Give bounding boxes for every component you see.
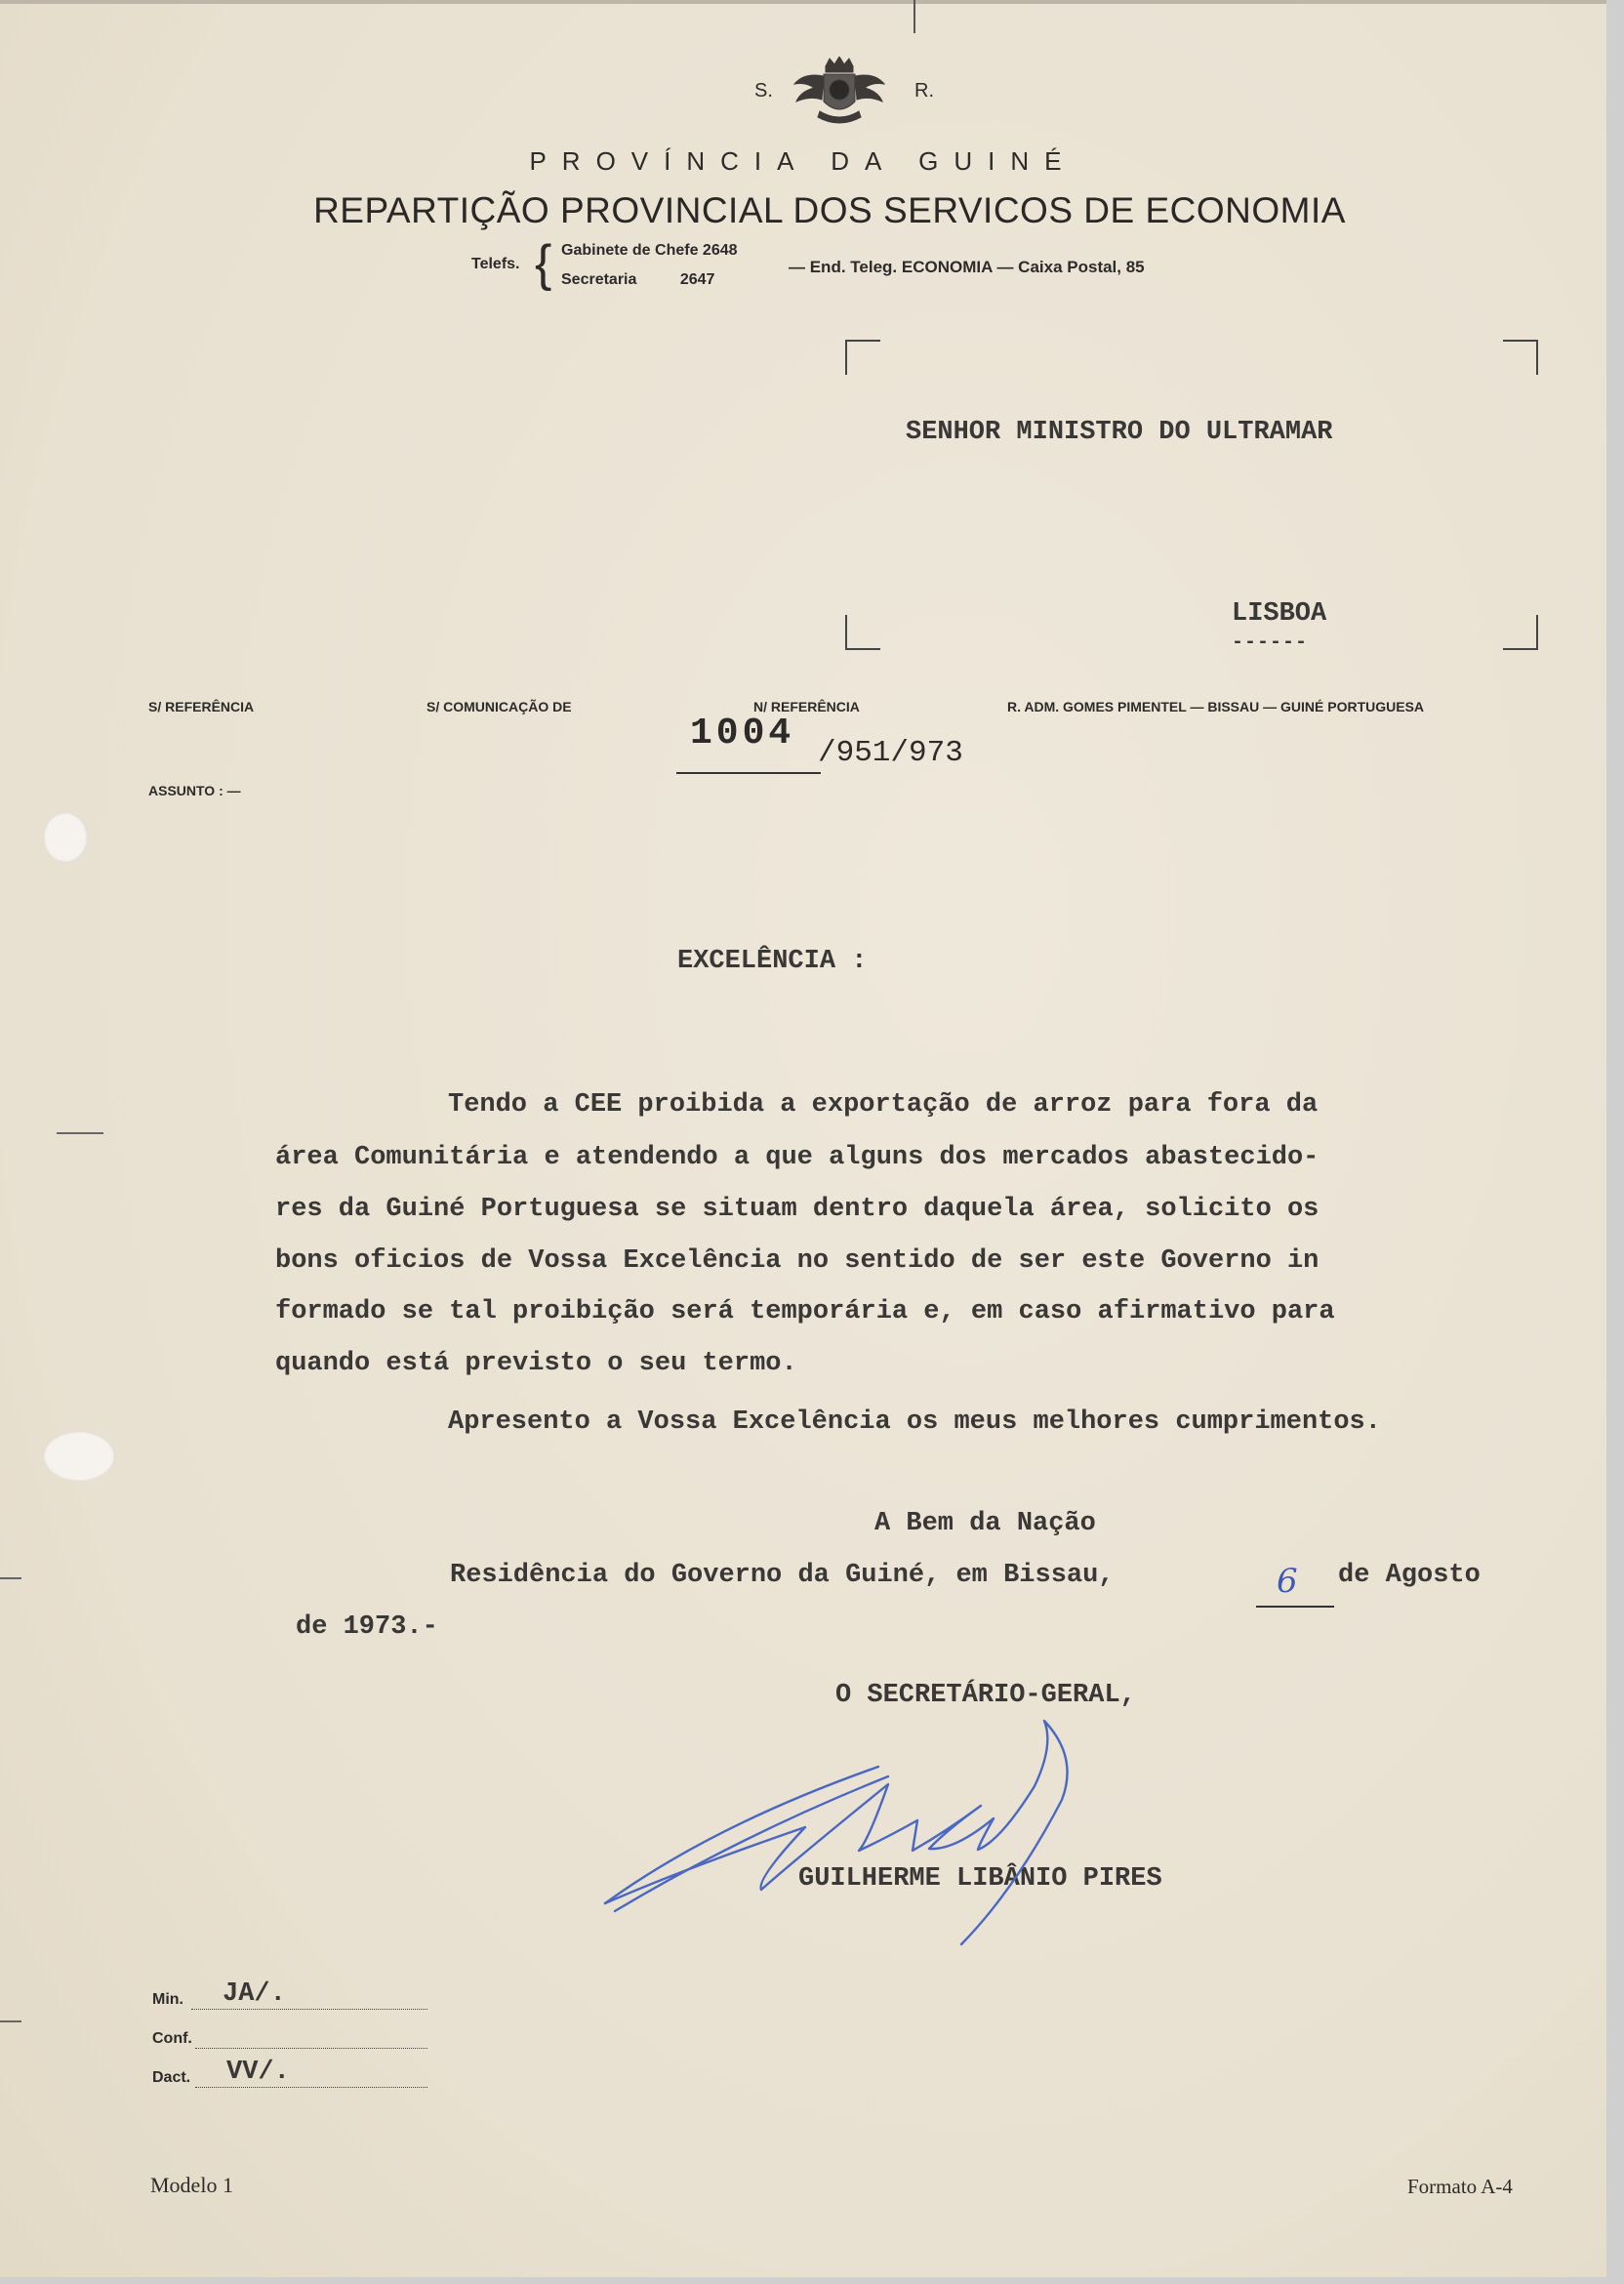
punch-hole-top [43,812,88,863]
dact-label: Dact. [152,2069,191,2086]
day-underline [1256,1606,1334,1608]
addressee-city: LISBOA [1232,599,1327,629]
dateline-end: de Agosto [1338,1561,1481,1590]
brace-glyph: { [535,235,552,292]
closing-line: Apresento a Vossa Excelência os meus melhores cumprimentos. [448,1407,1381,1437]
address-corner-tl [845,340,880,375]
addressee-name: SENHOR MINISTRO DO ULTRAMAR [906,418,1333,447]
body-line: área Comunitária e atendendo a que alguns dos mercados abastecido- [275,1143,1320,1172]
reference-suffix: /951/973 [818,736,963,770]
dateline-start: Residência do Governo da Guiné, em Bissau, [450,1561,1115,1590]
department-heading: REPARTIÇÃO PROVINCIAL DOS SERVICOS DE ECONOMIA [313,190,1346,230]
tel-secretaria: Secretaria 2647 [561,271,715,288]
body-line: Tendo a CEE proibida a exportação de arroz para fora da [448,1090,1319,1120]
margin-mark [57,1132,103,1134]
handwritten-signature [595,1659,1298,1952]
conf-label: Conf. [152,2030,192,2047]
sr-left: S. [754,80,773,102]
sr-right: R. [914,80,934,102]
body-line: quando está previsto o seu termo. [275,1349,797,1378]
assunto-label: ASSUNTO : — [148,783,241,798]
city-underline: ------ [1232,632,1309,654]
form-model: Modelo 1 [150,2173,233,2197]
address-corner-br [1503,615,1538,650]
conf-dotted-line [195,2047,427,2049]
motto: A Bem da Nação [874,1509,1096,1538]
reference-number: 1004 [690,713,795,755]
telefs-label: Telefs. [471,256,520,272]
min-label: Min. [152,1991,183,2008]
body-line: formado se tal proibição será temporária e, em caso afirmativo para [275,1297,1335,1326]
body-line: bons oficios de Vossa Excelência no sentido de ser este Governo in [275,1246,1320,1276]
body-line: res da Guiné Portuguesa se situam dentro daquela área, solicito os [275,1195,1320,1224]
top-edge [0,0,1606,4]
n-referencia-label: N/ REFERÊNCIA [753,699,860,714]
s-comunicacao-label: S/ COMUNICAÇÃO DE [426,699,572,714]
coat-of-arms-icon [791,57,888,135]
min-value: JA/. [223,1979,286,2009]
margin-mark [0,2020,21,2022]
tel-gabinete: Gabinete de Chefe 2648 [561,242,738,259]
punch-hole-bottom [43,1431,115,1482]
s-referencia-label: S/ REFERÊNCIA [148,699,255,714]
fold-mark [914,0,915,33]
dact-value: VV/. [226,2058,290,2087]
address-corner-bl [845,615,880,650]
province-heading: PROVÍNCIA DA GUINÉ [529,146,1077,176]
dateline-year: de 1973.- [296,1612,438,1642]
address-corner-tr [1503,340,1538,375]
salutation: EXCELÊNCIA : [677,947,868,976]
signatory-name: GUILHERME LIBÂNIO PIRES [798,1864,1162,1894]
handwritten-day: 6 [1277,1562,1298,1601]
paper-format: Formato A-4 [1407,2175,1513,2198]
telegraph-address: — End. Teleg. ECONOMIA — Caixa Postal, 85 [789,258,1145,276]
reference-underline [676,772,821,774]
margin-mark [0,1577,21,1579]
office-address: R. ADM. GOMES PIMENTEL — BISSAU — GUINÉ PORTUGUESA [1007,699,1425,714]
signatory-title: O SECRETÁRIO-GERAL, [835,1681,1136,1710]
